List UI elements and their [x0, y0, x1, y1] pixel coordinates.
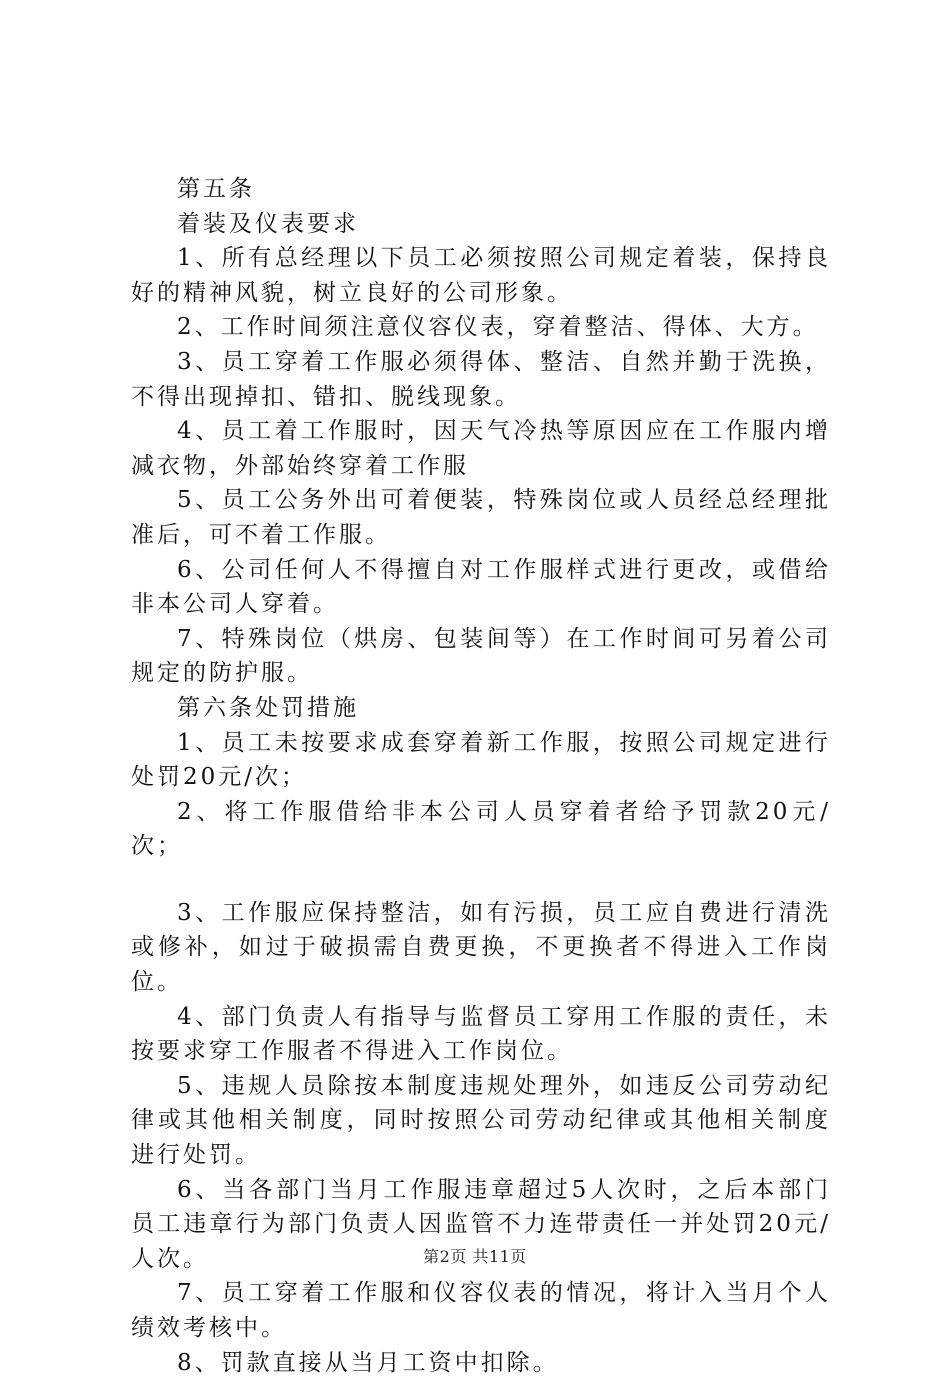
penalty-rule-1: 1、员工未按要求成套穿着新工作服，按照公司规定进行处罚20元/次； — [131, 729, 831, 791]
article-6-heading: 第六条处罚措施 — [177, 694, 359, 721]
penalty-rule-8: 8、罚款直接从当月工资中扣除。 — [177, 1349, 559, 1376]
dress-rule-4: 4、员工着工作服时，因天气冷热等原因应在工作服内增减衣物，外部始终穿着工作服 — [131, 418, 831, 479]
penalty-rule-3: 3、工作服应保持整洁，如有污损，员工应自费进行清洗或修补，如过于破损需自费更换，不更换者不得进入工作岗位。 — [131, 899, 831, 996]
dress-rule-6: 6、公司任何人不得擅自对工作服样式进行更改，或借给非本公司人穿着。 — [131, 556, 831, 618]
penalty-rule-2: 2、将工作服借给非本公司人员穿着者给予罚款20元/次； — [131, 798, 831, 860]
dress-rule-7: 7、特殊岗位（烘房、包装间等）在工作时间可另着公司规定的防护服。 — [131, 625, 831, 687]
article-5-heading: 第五条 — [177, 176, 255, 202]
penalty-rule-5: 5、违规人员除按本制度违规处理外，如违反公司劳动纪律或其他相关制度，同时按照公司劳动纪律或其他相关制度进行处罚。 — [131, 1072, 831, 1169]
dress-rule-5: 5、员工公务外出可着便装，特殊岗位或人员经总经理批准后，可不着工作服。 — [131, 487, 831, 548]
document-body — [131, 172, 831, 1380]
penalty-rule-6: 6、当各部门当月工作服违章超过5人次时，之后本部门员工违章行为部门负责人因监管不力连带责任一并处罚20元/人次。 — [131, 1176, 831, 1272]
penalty-rule-4: 4、部门负责人有指导与监督员工穿用工作服的责任，未按要求穿工作服者不得进入工作岗位。 — [131, 1003, 831, 1065]
section-title-dress-code: 着装及仪表要求 — [177, 210, 359, 237]
dress-rule-3: 3、员工穿着工作服必须得体、整洁、自然并勤于洗换，不得出现掉扣、错扣、脱线现象。 — [131, 348, 831, 410]
penalty-rule-7: 7、员工穿着工作服和仪容仪表的情况，将计入当月个人绩效考核中。 — [131, 1280, 831, 1341]
page-number-footer: 第2页 共11页 — [423, 1247, 527, 1266]
dress-rule-1: 1、所有总经理以下员工必须按照公司规定着装，保持良好的精神风貌，树立良好的公司形象。 — [131, 245, 831, 306]
dress-rule-2: 2、工作时间须注意仪容仪表，穿着整洁、得体、大方。 — [177, 314, 819, 341]
